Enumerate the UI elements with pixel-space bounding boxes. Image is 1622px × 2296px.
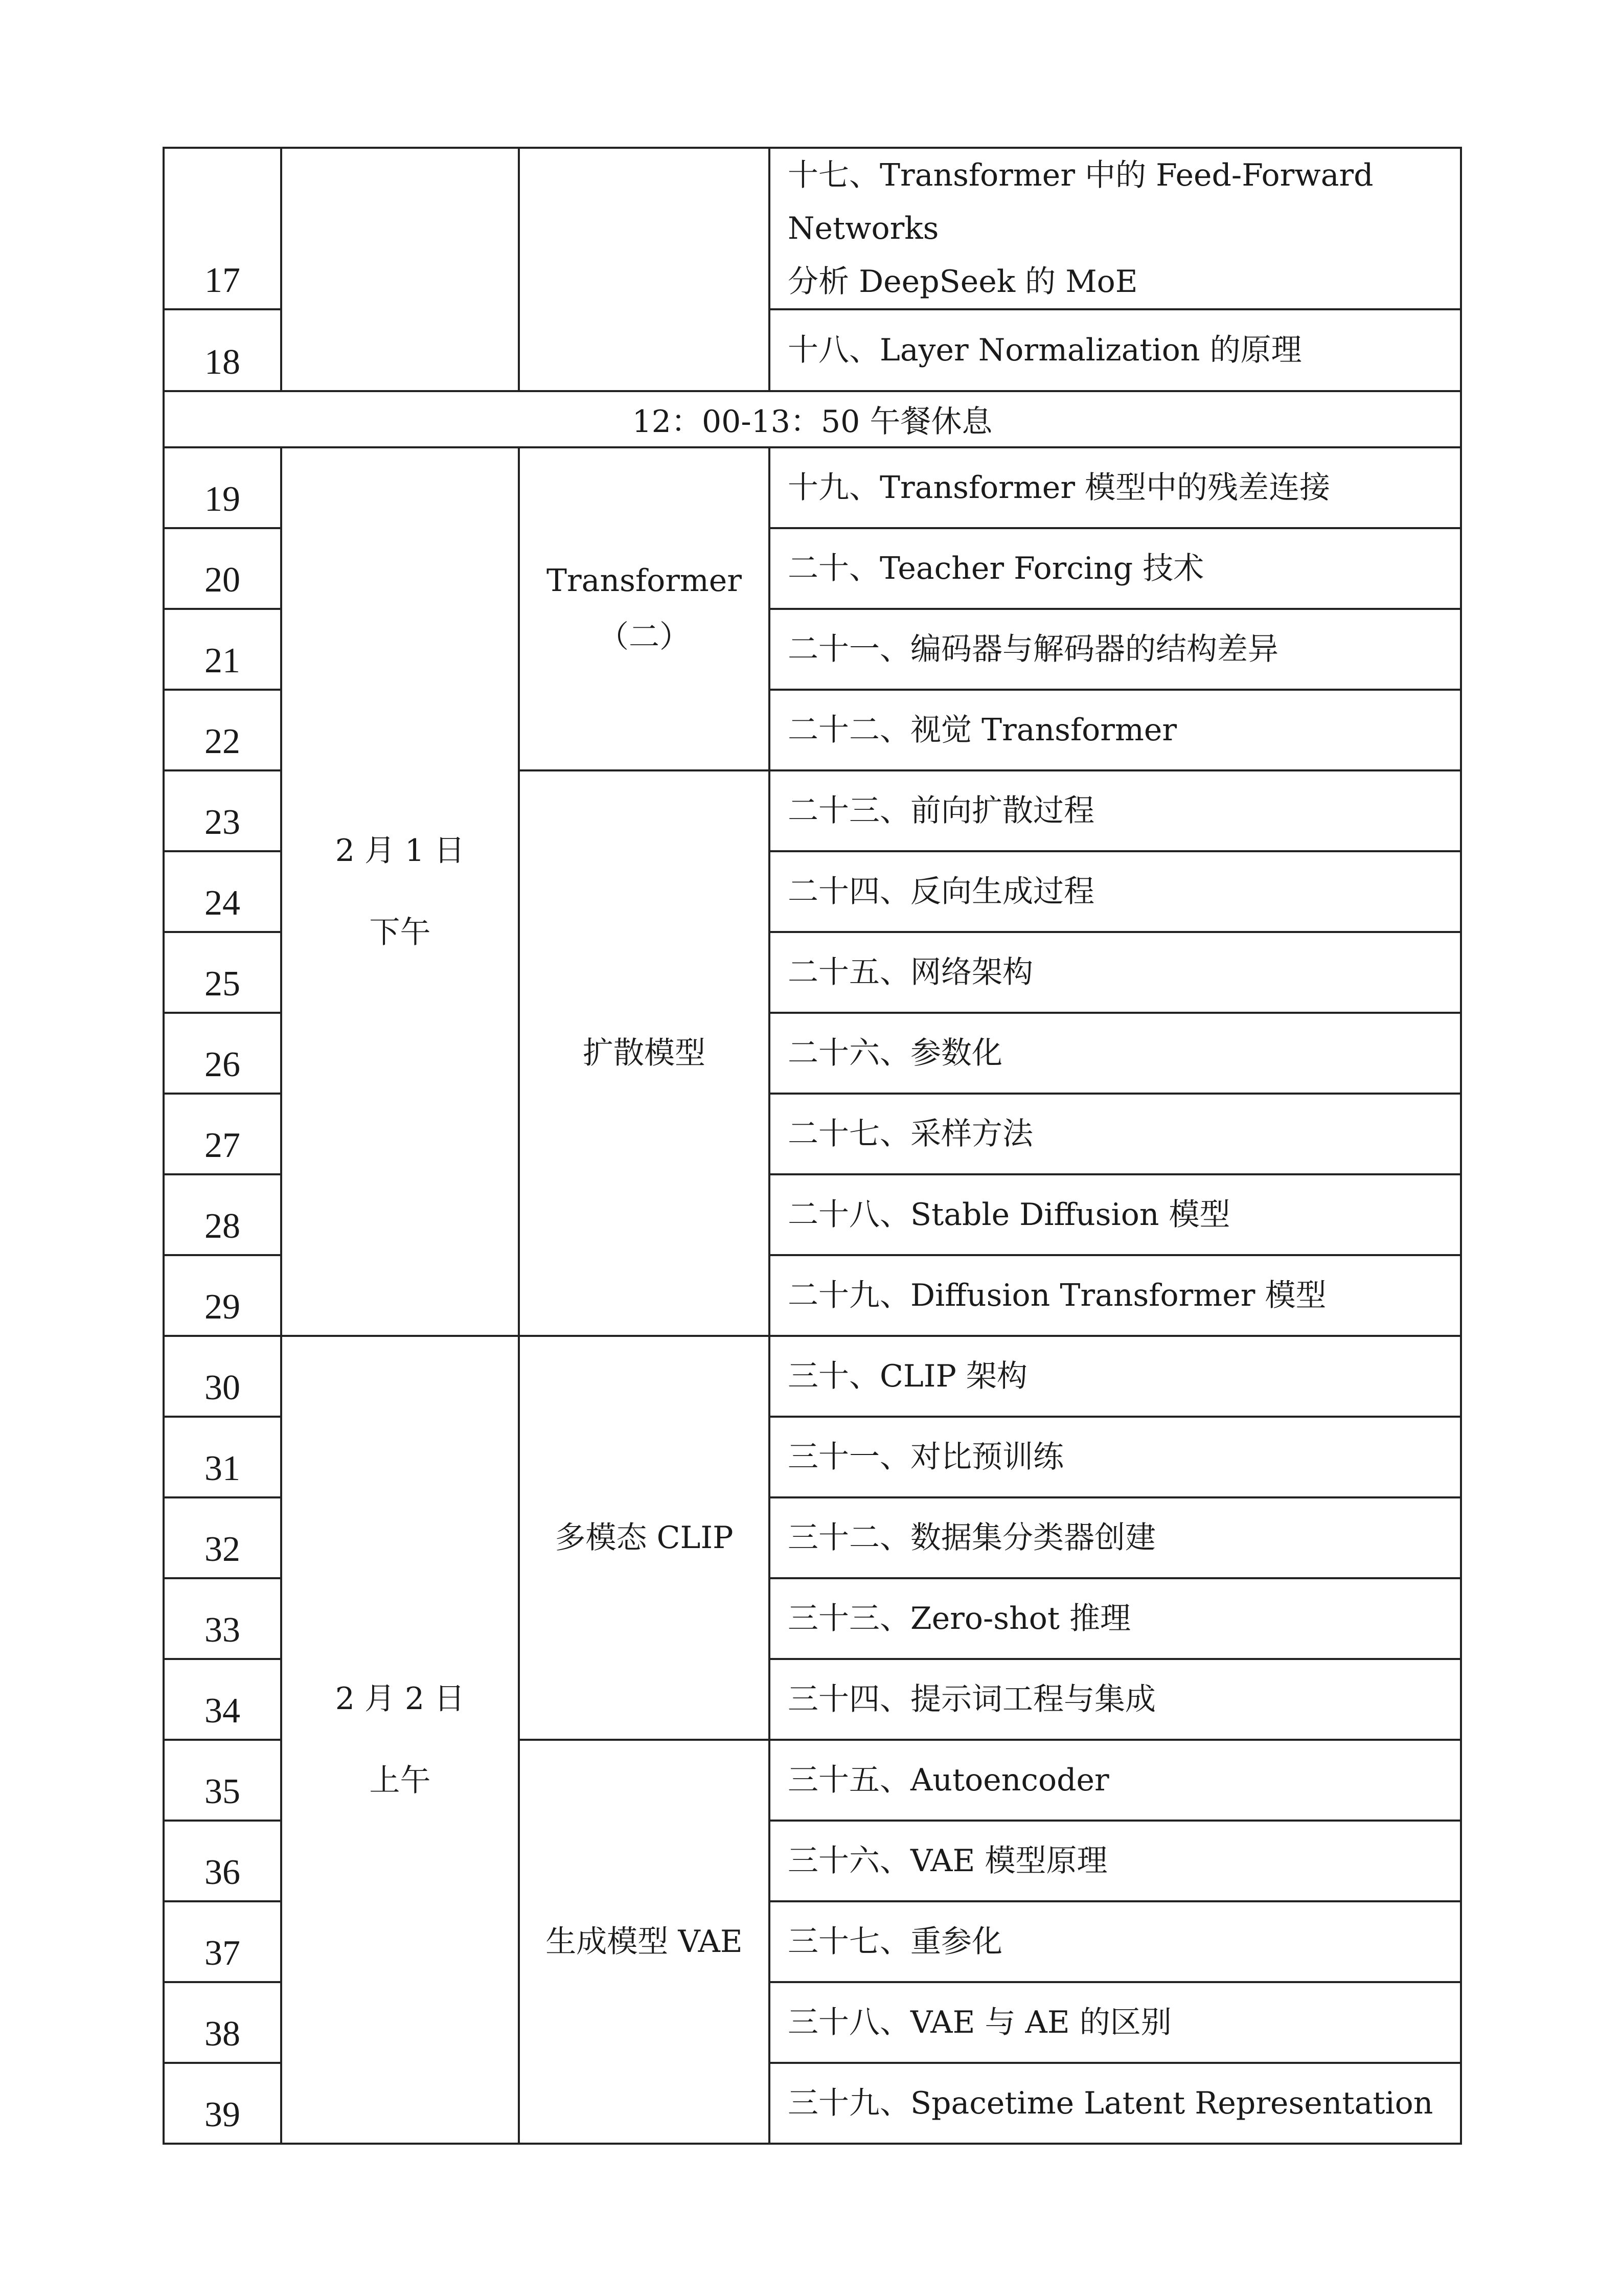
- row-number: 34: [164, 1659, 281, 1740]
- module-name-line: 多模态 CLIP: [555, 1520, 734, 1556]
- topic-cell: 三十四、提示词工程与集成: [769, 1659, 1461, 1740]
- topic-cell: 三十五、Autoencoder: [769, 1740, 1461, 1821]
- date-cell: [281, 447, 519, 1336]
- row-number: 29: [164, 1255, 281, 1336]
- row-number: 33: [164, 1578, 281, 1659]
- row-number: 17: [164, 148, 281, 309]
- topic-cell: 三十七、重参化: [769, 1901, 1461, 1982]
- lunch-break-text: 12：00-13：50 午餐休息: [164, 391, 1461, 447]
- topic-cell: 三十三、Zero-shot 推理: [769, 1578, 1461, 1659]
- row-number: 23: [164, 770, 281, 851]
- date-line: 2 月 1 日: [335, 833, 465, 869]
- module-cell: [519, 447, 769, 770]
- topic-cell: 三十九、Spacetime Latent Representation: [769, 2063, 1461, 2144]
- row-number: 18: [164, 309, 281, 391]
- lunch-break-row: [164, 391, 1461, 447]
- topic-cell: 二十三、前向扩散过程: [769, 770, 1461, 851]
- module-cell: [519, 148, 769, 391]
- module-cell: [519, 1336, 769, 1740]
- topic-cell: 三十一、对比预训练: [769, 1417, 1461, 1497]
- row-number: 28: [164, 1174, 281, 1255]
- row-number: 19: [164, 447, 281, 528]
- module-name-line: 扩散模型: [583, 1035, 705, 1071]
- row-number: 38: [164, 1982, 281, 2063]
- topic-cell: 二十、Teacher Forcing 技术: [769, 528, 1461, 609]
- table-row: [164, 447, 1461, 528]
- topic-cell: 二十四、反向生成过程: [769, 851, 1461, 932]
- row-number: 21: [164, 609, 281, 690]
- topic-cell: 十八、Layer Normalization 的原理: [769, 309, 1461, 391]
- row-number: 20: [164, 528, 281, 609]
- topic-cell: 二十六、参数化: [769, 1013, 1461, 1094]
- row-number: 37: [164, 1901, 281, 1982]
- row-number: 32: [164, 1497, 281, 1578]
- row-number: 30: [164, 1336, 281, 1417]
- date-line: 下午: [369, 915, 431, 950]
- row-number: 25: [164, 932, 281, 1013]
- topic-cell: 三十六、VAE 模型原理: [769, 1821, 1461, 1901]
- row-number: 26: [164, 1013, 281, 1094]
- topic-cell: 三十二、数据集分类器创建: [769, 1497, 1461, 1578]
- module-name-line: 生成模型 VAE: [545, 1924, 743, 1960]
- row-number: 27: [164, 1094, 281, 1174]
- date-line: 上午: [369, 1763, 431, 1799]
- module-name-line: （二）: [598, 619, 690, 655]
- module-name-line: Transformer: [546, 563, 742, 599]
- module-cell: [519, 1740, 769, 2144]
- topic-line: 分析 DeepSeek 的 MoE: [788, 264, 1138, 300]
- date-line: 2 月 2 日: [335, 1681, 465, 1717]
- topic-cell: 二十二、视觉 Transformer: [769, 690, 1461, 770]
- topic-cell: 三十、CLIP 架构: [769, 1336, 1461, 1417]
- topic-cell: 三十八、VAE 与 AE 的区别: [769, 1982, 1461, 2063]
- table-row: [164, 1336, 1461, 1417]
- module-cell: [519, 770, 769, 1336]
- row-number: 36: [164, 1821, 281, 1901]
- topic-cell: 二十七、采样方法: [769, 1094, 1461, 1174]
- date-cell: [281, 148, 519, 391]
- row-number: 31: [164, 1417, 281, 1497]
- course-schedule-table: [163, 147, 1462, 2145]
- row-number: 24: [164, 851, 281, 932]
- session-rows: [164, 447, 1461, 2144]
- date-cell: [281, 1336, 519, 2144]
- row-number: 39: [164, 2063, 281, 2144]
- topic-cell: 十九、Transformer 模型中的残差连接: [769, 447, 1461, 528]
- table-row: [164, 148, 1461, 309]
- row-number: 22: [164, 690, 281, 770]
- topic-cell: 二十五、网络架构: [769, 932, 1461, 1013]
- topic-cell: 二十八、Stable Diffusion 模型: [769, 1174, 1461, 1255]
- topic-cell: 二十一、编码器与解码器的结构差异: [769, 609, 1461, 690]
- topic-cell: [769, 148, 1461, 309]
- topic-line: 十七、Transformer 中的 Feed-Forward Networks: [788, 157, 1374, 246]
- topic-cell: 二十九、Diffusion Transformer 模型: [769, 1255, 1461, 1336]
- row-number: 35: [164, 1740, 281, 1821]
